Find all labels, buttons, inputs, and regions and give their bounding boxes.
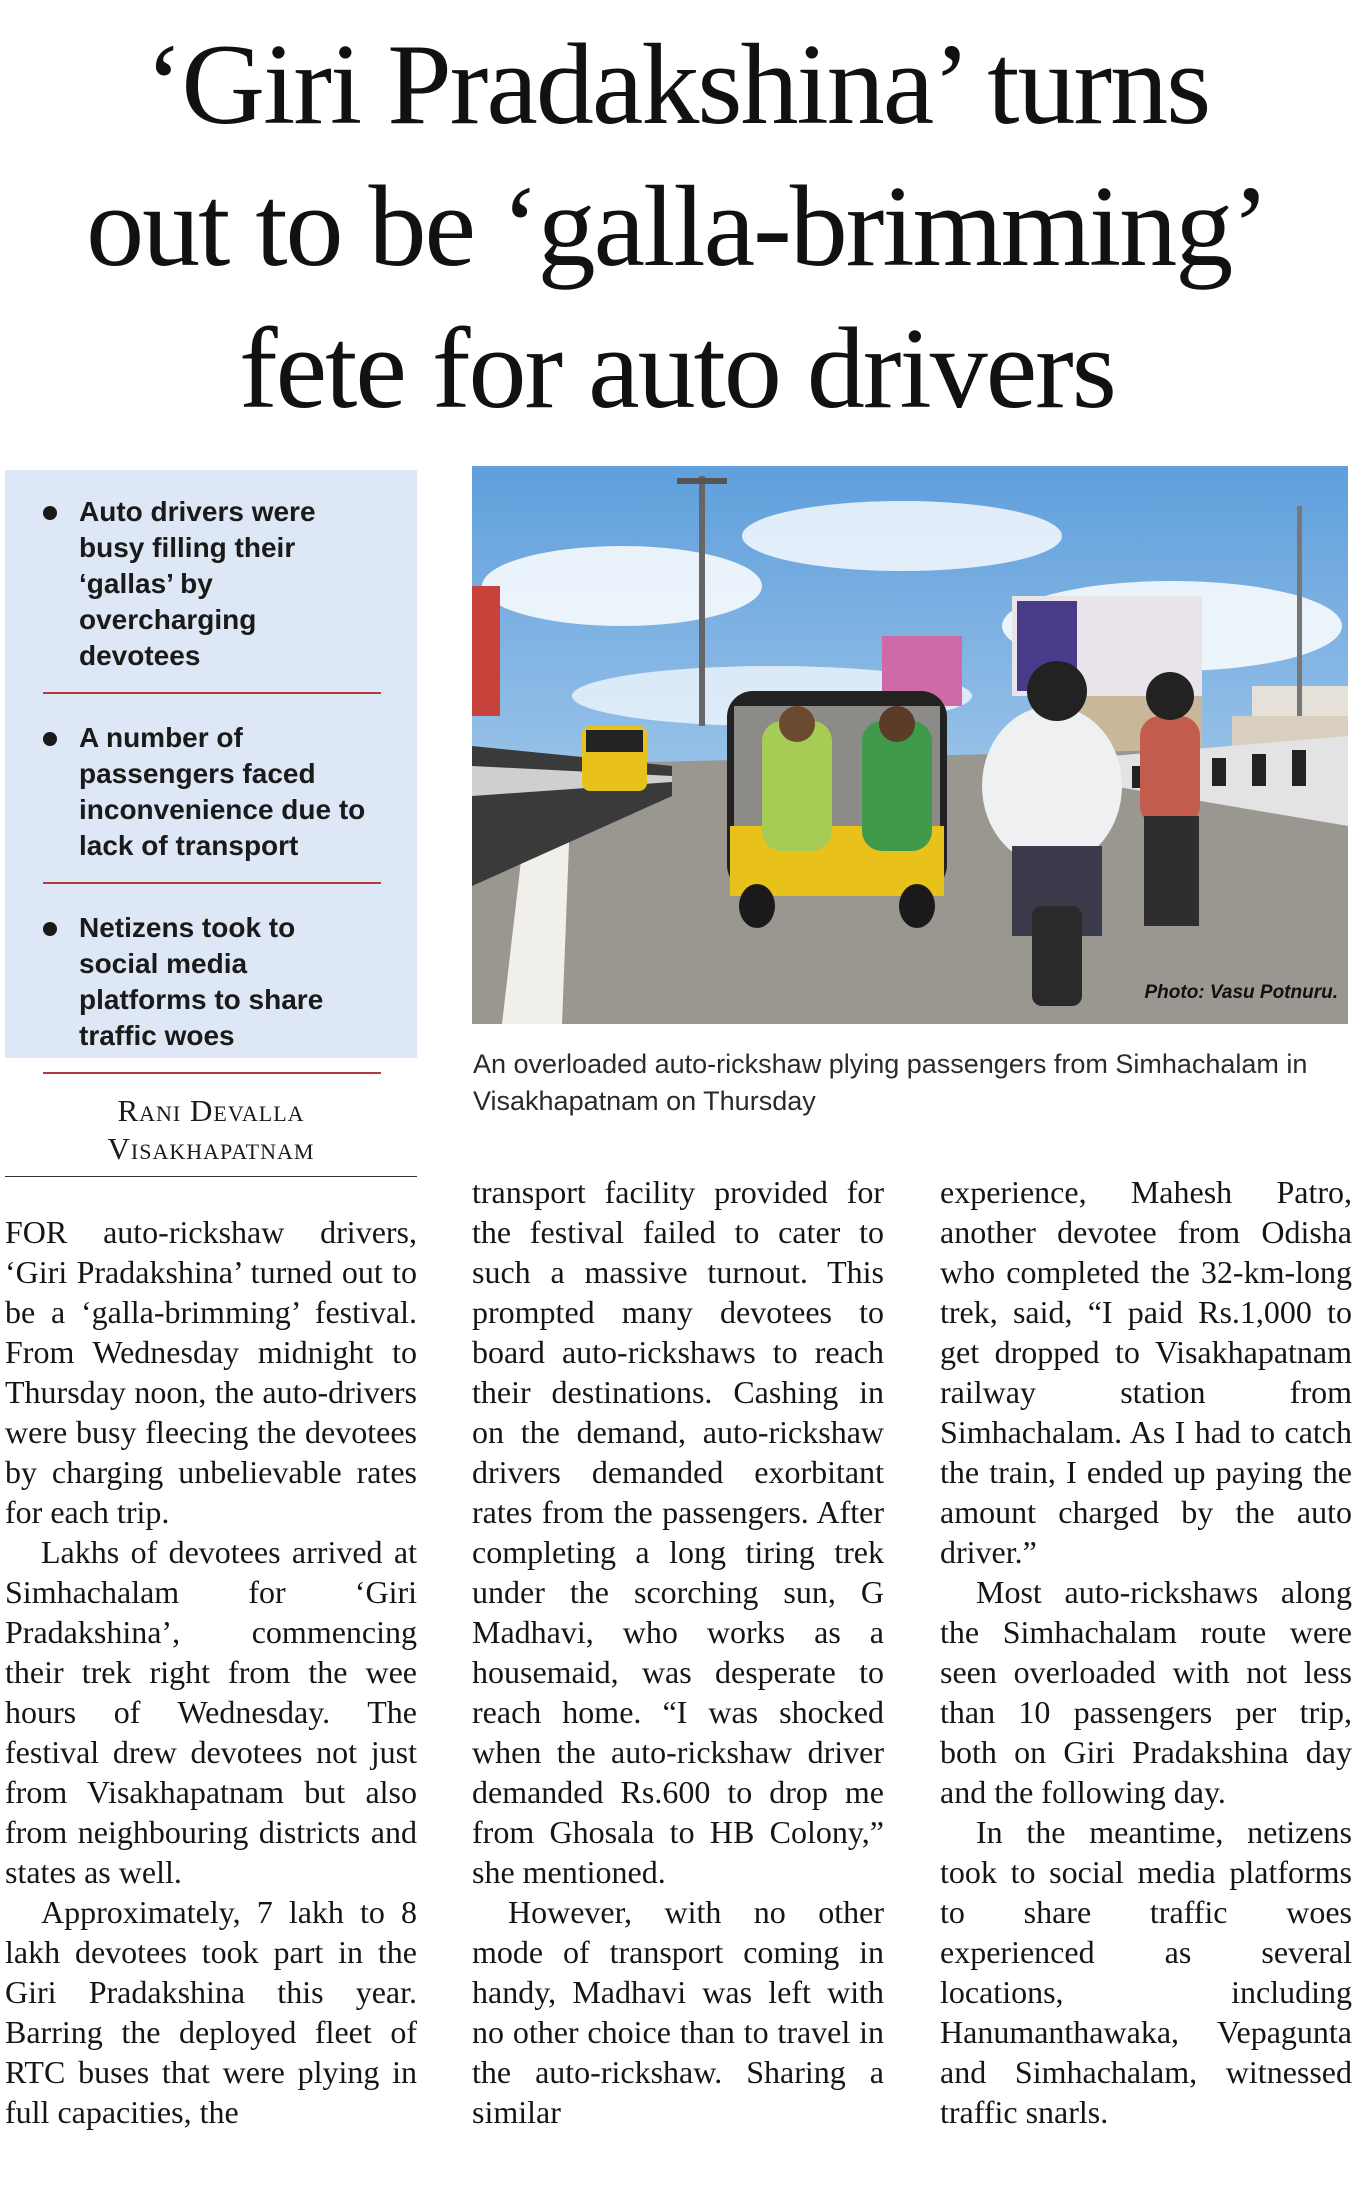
highlight-item <box>43 494 381 694</box>
photo-illustration <box>472 466 1348 1024</box>
headline-line-2: out to be ‘galla-brimming’ <box>86 163 1268 291</box>
bullet-icon <box>43 732 57 746</box>
highlight-item <box>43 720 381 884</box>
highlight-item <box>43 910 381 1074</box>
photo-caption: An overloaded auto-rickshaw plying passengers from Simhachalam in Visakhapatnam on Thursday <box>473 1049 1308 1116</box>
news-photo <box>472 466 1348 1024</box>
byline <box>5 1092 417 1177</box>
byline-location: Visakhapatnam <box>107 1131 315 1166</box>
highlight-text: Netizens took to social media platforms to share traffic woes <box>79 912 324 1051</box>
byline-author: Rani Devalla <box>117 1093 305 1128</box>
headline-line-1: ‘Giri Pradakshina’ turns <box>144 21 1210 149</box>
highlights-box <box>5 470 417 1058</box>
article-column-1 <box>5 1212 417 2132</box>
article-paragraph: In the meantime, netizens took to social media platforms to share traffic woes experienced as several locations, including Hanumanthawaka, Vepagunta and Simhachalam, witnessed traffic snarls. <box>940 1814 1352 2130</box>
photo-credit: Photo: Vasu Potnuru. <box>1144 982 1338 1003</box>
highlight-text: Auto drivers were busy filling their ‘gallas’ by overcharging devotees <box>79 496 316 671</box>
article-paragraph: However, with no other mode of transport coming in handy, Madhavi was left with no other choice than to travel in the auto-rickshaw. Sharing a similar <box>472 1894 884 2130</box>
article-paragraph: experience, Mahesh Patro, another devotee from Odisha who completed the 32-km-long trek, said, “I paid Rs.1,000 to get dropped to Visakhapatnam railway station from Simhachalam. As I had to catch the train, I ended up paying the amount charged by the auto driver.” <box>940 1174 1352 1570</box>
article-paragraph: Most auto-rickshaws along the Simhachalam route were seen overloaded with not less than 10 passengers per trip, both on Giri Pradakshina day and the following day. <box>940 1574 1352 1810</box>
article-column-3 <box>940 1172 1352 2132</box>
article-paragraph: Approximately, 7 lakh to 8 lakh devotees took part in the Giri Pradakshina this year. Barring the deployed fleet of RTC buses that were plying in full capacities, the <box>5 1894 417 2130</box>
bullet-icon <box>43 506 57 520</box>
article-paragraph: transport facility provided for the festival failed to cater to such a massive turnout. This prompted many devotees to board auto-rickshaws to reach their destinations. Cashing in on the demand, auto-rickshaw drivers demanded exorbitant rates from the passengers. After completing a long tiring trek under the scorching sun, G Madhavi, who works as a housemaid, was desperate to reach home. “I was shocked when the auto-rickshaw driver demanded Rs.600 to drop me from Ghosala to HB Colony,” she mentioned. <box>472 1174 884 1890</box>
headline <box>0 14 1354 440</box>
article-paragraph: Lakhs of devotees arrived at Simhachalam for ‘Giri Pradakshina’, commencing their trek right from the wee hours of Wednesday. The festival drew devotees not just from Visakhapatnam but also from neighbouring districts and states as well. <box>5 1534 417 1890</box>
highlight-text: A number of passengers faced inconvenience due to lack of transport <box>79 722 366 861</box>
article-paragraph: FOR auto-rickshaw drivers, ‘Giri Pradakshina’ turned out to be a ‘galla-brimming’ festival. From Wednesday midnight to Thursday noon, the auto-drivers were busy fleecing the devotees by charging unbelievable rates for each trip. <box>5 1214 417 1530</box>
article-column-2 <box>472 1172 884 2132</box>
headline-line-3: fete for auto drivers <box>239 305 1115 433</box>
bullet-icon <box>43 922 57 936</box>
